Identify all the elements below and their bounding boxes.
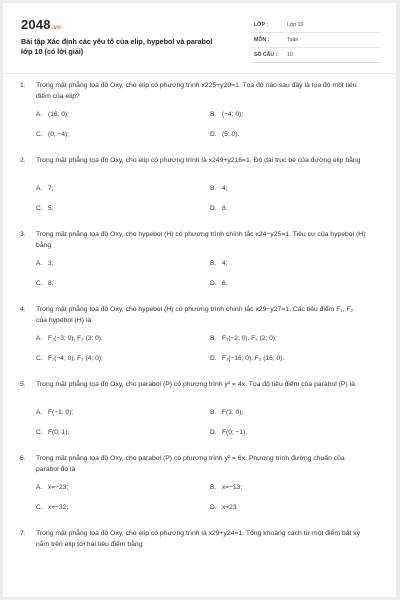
question-text: Trong mặt phẳng tọa độ Oxy, cho parabol (P) có phương trình y² = 6x. Phương trình đường chuẩn của parabol đó là (36, 455, 345, 473)
answer-options (3, 481, 396, 519)
option-text: (16; 0); (48, 111, 69, 118)
option-text: (0; −4); (48, 131, 70, 138)
option-text: 4; (222, 185, 228, 192)
option-d[interactable] (210, 504, 236, 511)
logo-suffix: .vn (51, 25, 62, 31)
question-text: Trong mặt phẳng tọa độ Oxy, cho hypebol (H) có phương trình chính tắc x29−y27=1. Các tiêu điểm F₁, F₂ của hypebol (H) là (36, 306, 354, 324)
answer-options (3, 257, 396, 295)
option-letter: C. (36, 131, 43, 138)
question-4 (3, 305, 396, 370)
question-text: Trong mặt phẳng tọa độ Oxy, cho parabol (P) có phương trình y² = 4x. Tọa độ tiêu điểm của parabol (P) là (36, 381, 355, 388)
option-text: F₁(−16; 0), F₂ (16; 0). (222, 355, 285, 362)
question-number: 7. (20, 530, 26, 537)
option-a[interactable] (36, 335, 103, 342)
option-b[interactable] (210, 335, 277, 342)
option-a[interactable] (36, 409, 73, 416)
option-letter: C. (36, 355, 43, 362)
option-a[interactable] (36, 185, 54, 192)
option-text: x=−23; (48, 484, 69, 491)
option-b[interactable] (210, 409, 243, 416)
option-a[interactable] (36, 484, 68, 491)
option-text: x=−13; (222, 484, 243, 491)
option-text: 6. (222, 280, 228, 287)
option-c[interactable] (36, 355, 103, 362)
question-list (3, 81, 396, 560)
option-text: F(1; 0); (222, 409, 244, 416)
worksheet-header (3, 3, 396, 65)
option-text: F(0; 1); (48, 429, 70, 436)
option-letter: D. (210, 504, 217, 511)
meta-row-count (251, 49, 381, 63)
option-text: (5; 0). (222, 131, 240, 138)
option-a[interactable] (36, 260, 54, 267)
option-letter: D. (210, 205, 217, 212)
option-letter: D. (210, 280, 217, 287)
option-letter: A. (36, 260, 43, 267)
option-c[interactable] (36, 280, 54, 287)
option-text: 7; (48, 185, 54, 192)
option-c[interactable] (36, 504, 68, 511)
meta-value: Toán (287, 37, 299, 43)
meta-row-subject (251, 34, 381, 48)
option-b[interactable] (210, 111, 243, 118)
meta-value: Lớp 10 (287, 22, 304, 28)
option-text: x=23 (222, 504, 237, 511)
option-text: 8; (48, 280, 54, 287)
option-c[interactable] (36, 205, 54, 212)
option-a[interactable] (36, 111, 69, 118)
meta-label: MÔN : (254, 37, 270, 43)
option-letter: C. (36, 504, 43, 511)
option-c[interactable] (36, 131, 69, 138)
option-letter: C. (36, 205, 43, 212)
question-number: 6. (20, 455, 26, 462)
option-letter: A. (36, 185, 43, 192)
question-text: Trong mặt phẳng tọa độ Oxy, cho elip có phương trình là x29+y24=1. Tổng khoảng cách từ một điểm bất kỳ nằm trên elip tới hai tiêu điểm bằng (36, 530, 361, 548)
question-3 (3, 230, 396, 295)
document-title: Bài tập Xác định các yếu tố của elip, hypebol và parabol lớp 10 (có lời giải) (21, 37, 213, 56)
meta-label: SỐ CÂU : (254, 52, 278, 58)
option-d[interactable] (210, 205, 228, 212)
worksheet-page (3, 3, 396, 597)
answer-options (3, 182, 396, 220)
option-letter: C. (36, 429, 43, 436)
answer-options (3, 108, 396, 146)
option-text: F(0; −1). (222, 429, 248, 436)
question-text: Trong mặt phẳng tọa độ Oxy, cho elip có phương trình là x249+y216=1. Độ dài trục bé của đường elip bằng (36, 157, 361, 164)
option-text: F₁(−2; 0), F₂ (2; 0); (222, 335, 277, 342)
answer-options (3, 406, 396, 444)
option-text: x=−32; (48, 504, 69, 511)
logo-text: 2048 (21, 17, 51, 32)
option-text: F₁(−4; 0), F₂ (4; 0); (48, 355, 103, 362)
option-text: 4; (222, 260, 228, 267)
option-letter: C. (36, 280, 43, 287)
option-text: (−4; 0); (222, 111, 244, 118)
question-number: 5. (20, 381, 26, 388)
answer-options (3, 332, 396, 370)
meta-row-grade (251, 19, 381, 33)
question-6 (3, 454, 396, 519)
option-letter: B. (210, 335, 217, 342)
option-letter: B. (210, 409, 217, 416)
option-letter: B. (210, 260, 217, 267)
option-b[interactable] (210, 260, 228, 267)
question-5 (3, 380, 396, 444)
question-number: 4. (20, 306, 26, 313)
option-letter: A. (36, 335, 43, 342)
option-letter: B. (210, 111, 217, 118)
meta-table (251, 19, 381, 64)
question-2 (3, 156, 396, 220)
option-letter: D. (210, 131, 217, 138)
option-d[interactable] (210, 429, 247, 436)
option-letter: B. (210, 484, 217, 491)
site-logo[interactable] (21, 17, 61, 32)
question-number: 3. (20, 231, 26, 238)
option-text: 5; (48, 205, 54, 212)
option-text: F₁(−3; 0), F₂ (3; 0); (48, 335, 103, 342)
option-d[interactable] (210, 280, 228, 287)
meta-value: 10 (287, 52, 293, 58)
question-number: 1. (20, 82, 26, 89)
option-d[interactable] (210, 355, 284, 362)
option-letter: A. (36, 484, 43, 491)
option-c[interactable] (36, 429, 69, 436)
header-divider (3, 73, 396, 74)
option-text: F(−1; 0); (48, 409, 74, 416)
question-1 (3, 81, 396, 146)
question-text: Trong mặt phẳng tọa độ Oxy, cho hypebol (H) có phương trình chính tắc x24−y25=1. Tiêu cự của hypebol (H) bằng (36, 231, 366, 249)
question-text: Trong mặt phẳng tọa độ Oxy, cho elip có phương trình x225+y29=1. Tọa độ nào sau đây là tọa độ một tiêu điểm của elip? (36, 82, 357, 100)
option-text: 8. (222, 205, 228, 212)
option-b[interactable] (210, 484, 242, 491)
option-letter: A. (36, 111, 43, 118)
meta-label: LỚP : (254, 22, 269, 28)
option-letter: A. (36, 409, 43, 416)
option-d[interactable] (210, 131, 239, 138)
question-number: 2. (20, 157, 26, 164)
option-letter: B. (210, 185, 217, 192)
question-7 (3, 529, 396, 550)
option-text: 3; (48, 260, 54, 267)
option-letter: D. (210, 355, 217, 362)
option-b[interactable] (210, 185, 228, 192)
option-letter: D. (210, 429, 217, 436)
